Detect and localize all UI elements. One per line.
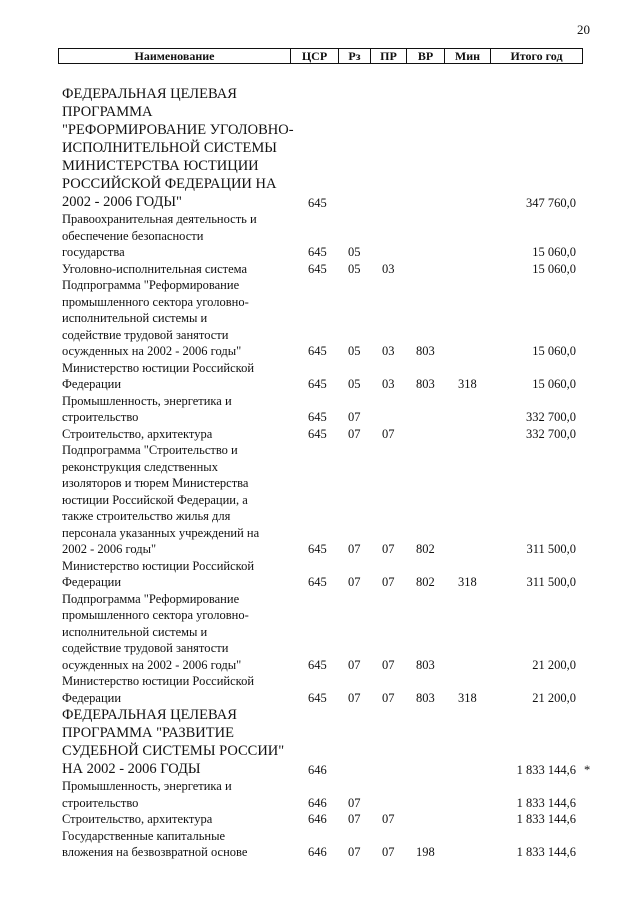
cell-total: 332 700,0 (526, 426, 576, 441)
cell-tsr: 646 (308, 795, 327, 810)
row-name-line: исполнительной системы и (62, 311, 208, 325)
cell-tsr: 645 (308, 344, 327, 358)
row-name (62, 277, 294, 360)
row-name-line: строительство (62, 795, 139, 810)
cell-total: 311 500,0 (526, 542, 576, 556)
row-name (62, 442, 294, 558)
table-row (62, 591, 602, 674)
row-name-line: Государственные капитальные (62, 828, 226, 843)
cell-tsr: 645 (308, 410, 327, 424)
table-row (62, 393, 602, 426)
table-row (62, 811, 602, 828)
row-name-line: Строительство, архитектура (62, 812, 213, 826)
table-row (62, 558, 602, 591)
cell-tsr: 646 (308, 845, 327, 859)
row-name-line: ИСПОЛНИТЕЛЬНОЙ СИСТЕМЫ (62, 140, 277, 156)
table-row (62, 360, 602, 393)
table-row (62, 442, 602, 558)
row-name-line: юстиции Российской Федерации, а (62, 492, 248, 507)
row-name-line: реконструкция следственных (62, 459, 218, 474)
row-name (62, 558, 294, 591)
row-name-line: содействие трудовой занятости (62, 327, 229, 342)
row-name-line: изоляторов и тюрем Министерства (62, 476, 249, 490)
row-name-line: 2002 - 2006 ГОДЫ" (62, 194, 182, 210)
table-row (62, 828, 602, 861)
cell-tsr: 645 (308, 657, 327, 672)
row-name-line: Промышленность, энергетика и (62, 779, 232, 793)
row-name-line: Подпрограмма "Реформирование (62, 278, 240, 292)
cell-tsr: 645 (308, 377, 327, 391)
row-name-line: Федерации (62, 575, 122, 589)
cell-pr: 07 (382, 426, 395, 441)
cell-tsr: 645 (308, 690, 327, 705)
row-name-line: промышленного сектора уголовно- (62, 608, 249, 622)
cell-rz: 07 (348, 845, 361, 859)
row-name-line: ФЕДЕРАЛЬНАЯ ЦЕЛЕВАЯ (62, 707, 237, 723)
table-row (62, 85, 602, 211)
cell-vr: 198 (416, 845, 435, 859)
cell-rz: 07 (348, 410, 361, 424)
cell-total: 1 833 144,6 (516, 845, 576, 859)
row-name-line: Промышленность, энергетика и (62, 393, 232, 408)
cell-rz: 07 (348, 795, 361, 810)
cell-pr: 07 (382, 542, 395, 556)
column-header-name: Наименование (59, 49, 291, 64)
column-header-min: Мин (445, 49, 491, 64)
cell-total: 21 200,0 (532, 657, 576, 672)
asterisk-mark: * (584, 762, 591, 777)
cell-rz: 05 (348, 344, 361, 358)
row-name (62, 811, 294, 828)
cell-tsr: 646 (308, 812, 327, 826)
table-body (62, 85, 602, 861)
program-title (62, 706, 294, 778)
cell-total: 15 060,0 (532, 245, 576, 259)
row-name-line: осужденных на 2002 - 2006 годы" (62, 657, 242, 672)
row-name-line: Федерации (62, 377, 122, 391)
cell-tsr: 645 (308, 245, 327, 259)
row-name-line: СУДЕБНОЙ СИСТЕМЫ РОССИИ" (62, 743, 285, 759)
cell-tsr: 645 (308, 261, 327, 276)
column-header-rz: Рз (339, 49, 371, 64)
table-row (62, 778, 602, 811)
row-name (62, 591, 294, 674)
cell-total: 311 500,0 (526, 575, 576, 589)
cell-total: 15 060,0 (532, 344, 576, 358)
cell-total: 332 700,0 (526, 410, 576, 424)
cell-tsr: 645 (308, 426, 327, 441)
cell-rz: 07 (348, 812, 361, 826)
cell-total: 347 760,0 (526, 195, 576, 210)
row-name-line: Строительство, архитектура (62, 426, 213, 441)
cell-tsr: 646 (308, 762, 327, 777)
row-name-line: ФЕДЕРАЛЬНАЯ ЦЕЛЕВАЯ (62, 86, 237, 102)
cell-vr: 803 (416, 377, 435, 391)
cell-total: 1 833 144,6 (516, 762, 576, 777)
row-name-line: Министерство юстиции Российской (62, 674, 255, 688)
row-name (62, 393, 294, 426)
cell-tsr: 645 (308, 575, 327, 589)
cell-pr: 07 (382, 812, 395, 826)
row-name (62, 673, 294, 706)
table-row (62, 426, 602, 443)
row-name (62, 211, 294, 261)
cell-vr: 803 (416, 657, 435, 672)
row-name-line: ПРОГРАММА (62, 104, 153, 120)
row-name-line: Министерство юстиции Российской (62, 558, 255, 573)
row-name-line: содействие трудовой занятости (62, 641, 229, 655)
cell-min: 318 (458, 575, 477, 589)
row-name-line: промышленного сектора уголовно- (62, 294, 249, 309)
row-name-line: Правоохранительная деятельность и (62, 212, 257, 226)
column-header-total: Итого год (491, 49, 583, 64)
page-number: 20 (577, 22, 590, 37)
column-header-tsr: ЦСР (291, 49, 339, 64)
row-name (62, 778, 294, 811)
cell-total: 1 833 144,6 (516, 795, 576, 810)
cell-pr: 03 (382, 344, 395, 358)
row-name (62, 360, 294, 393)
cell-pr: 07 (382, 690, 395, 705)
cell-rz: 07 (348, 575, 361, 589)
row-name-line: вложения на безвозвратной основе (62, 845, 248, 859)
row-name-line: МИНИСТЕРСТВА ЮСТИЦИИ (62, 158, 259, 174)
cell-total: 15 060,0 (532, 377, 576, 391)
cell-vr: 803 (416, 690, 435, 705)
row-name-line: строительство (62, 410, 139, 424)
row-name-line: РОССИЙСКОЙ ФЕДЕРАЦИИ НА (62, 176, 277, 192)
cell-min: 318 (458, 377, 477, 391)
cell-rz: 07 (348, 426, 361, 441)
cell-rz: 07 (348, 657, 361, 672)
cell-rz: 05 (348, 261, 361, 276)
row-name-line: обеспечение безопасности (62, 228, 204, 243)
row-name-line: осужденных на 2002 - 2006 годы" (62, 344, 242, 358)
row-name-line: персонала указанных учреждений на (62, 525, 260, 540)
row-name-line: Подпрограмма "Строительство и (62, 443, 238, 457)
cell-vr: 803 (416, 344, 435, 358)
cell-min: 318 (458, 690, 477, 705)
table-header (58, 48, 583, 64)
row-name-line: исполнительной системы и (62, 624, 208, 639)
row-name-line: ПРОГРАММА "РАЗВИТИЕ (62, 725, 234, 741)
row-name-line: НА 2002 - 2006 ГОДЫ (62, 761, 201, 777)
cell-rz: 05 (348, 377, 361, 391)
cell-rz: 07 (348, 690, 361, 705)
row-name (62, 828, 294, 861)
cell-pr: 07 (382, 575, 395, 589)
cell-vr: 802 (416, 575, 435, 589)
cell-vr: 802 (416, 542, 435, 556)
cell-rz: 07 (348, 542, 361, 556)
table-row (62, 673, 602, 706)
table-row (62, 211, 602, 261)
cell-pr: 07 (382, 845, 395, 859)
cell-total: 15 060,0 (532, 261, 576, 276)
row-name-line: Министерство юстиции Российской (62, 360, 255, 375)
row-name-line: также строительство жилья для (62, 509, 231, 523)
cell-total: 21 200,0 (532, 690, 576, 705)
cell-total: 1 833 144,6 (516, 812, 576, 826)
table-row (62, 277, 602, 360)
cell-pr: 03 (382, 377, 395, 391)
row-name-line: Подпрограмма "Реформирование (62, 591, 240, 606)
cell-tsr: 645 (308, 195, 327, 210)
row-name (62, 426, 294, 443)
table-row (62, 261, 602, 278)
row-name (62, 261, 294, 278)
row-name-line: "РЕФОРМИРОВАНИЕ УГОЛОВНО- (62, 122, 294, 138)
row-name-line: Уголовно-исполнительная система (62, 261, 248, 276)
row-name-line: 2002 - 2006 годы" (62, 542, 157, 556)
column-header-pr: ПР (371, 49, 407, 64)
column-header-vr: ВР (407, 49, 445, 64)
row-name-line: Федерации (62, 690, 122, 705)
cell-rz: 05 (348, 245, 361, 259)
cell-tsr: 645 (308, 542, 327, 556)
table-row (62, 706, 602, 778)
row-name-line: государства (62, 245, 125, 259)
cell-pr: 03 (382, 261, 395, 276)
program-title (62, 85, 294, 211)
cell-pr: 07 (382, 657, 395, 672)
